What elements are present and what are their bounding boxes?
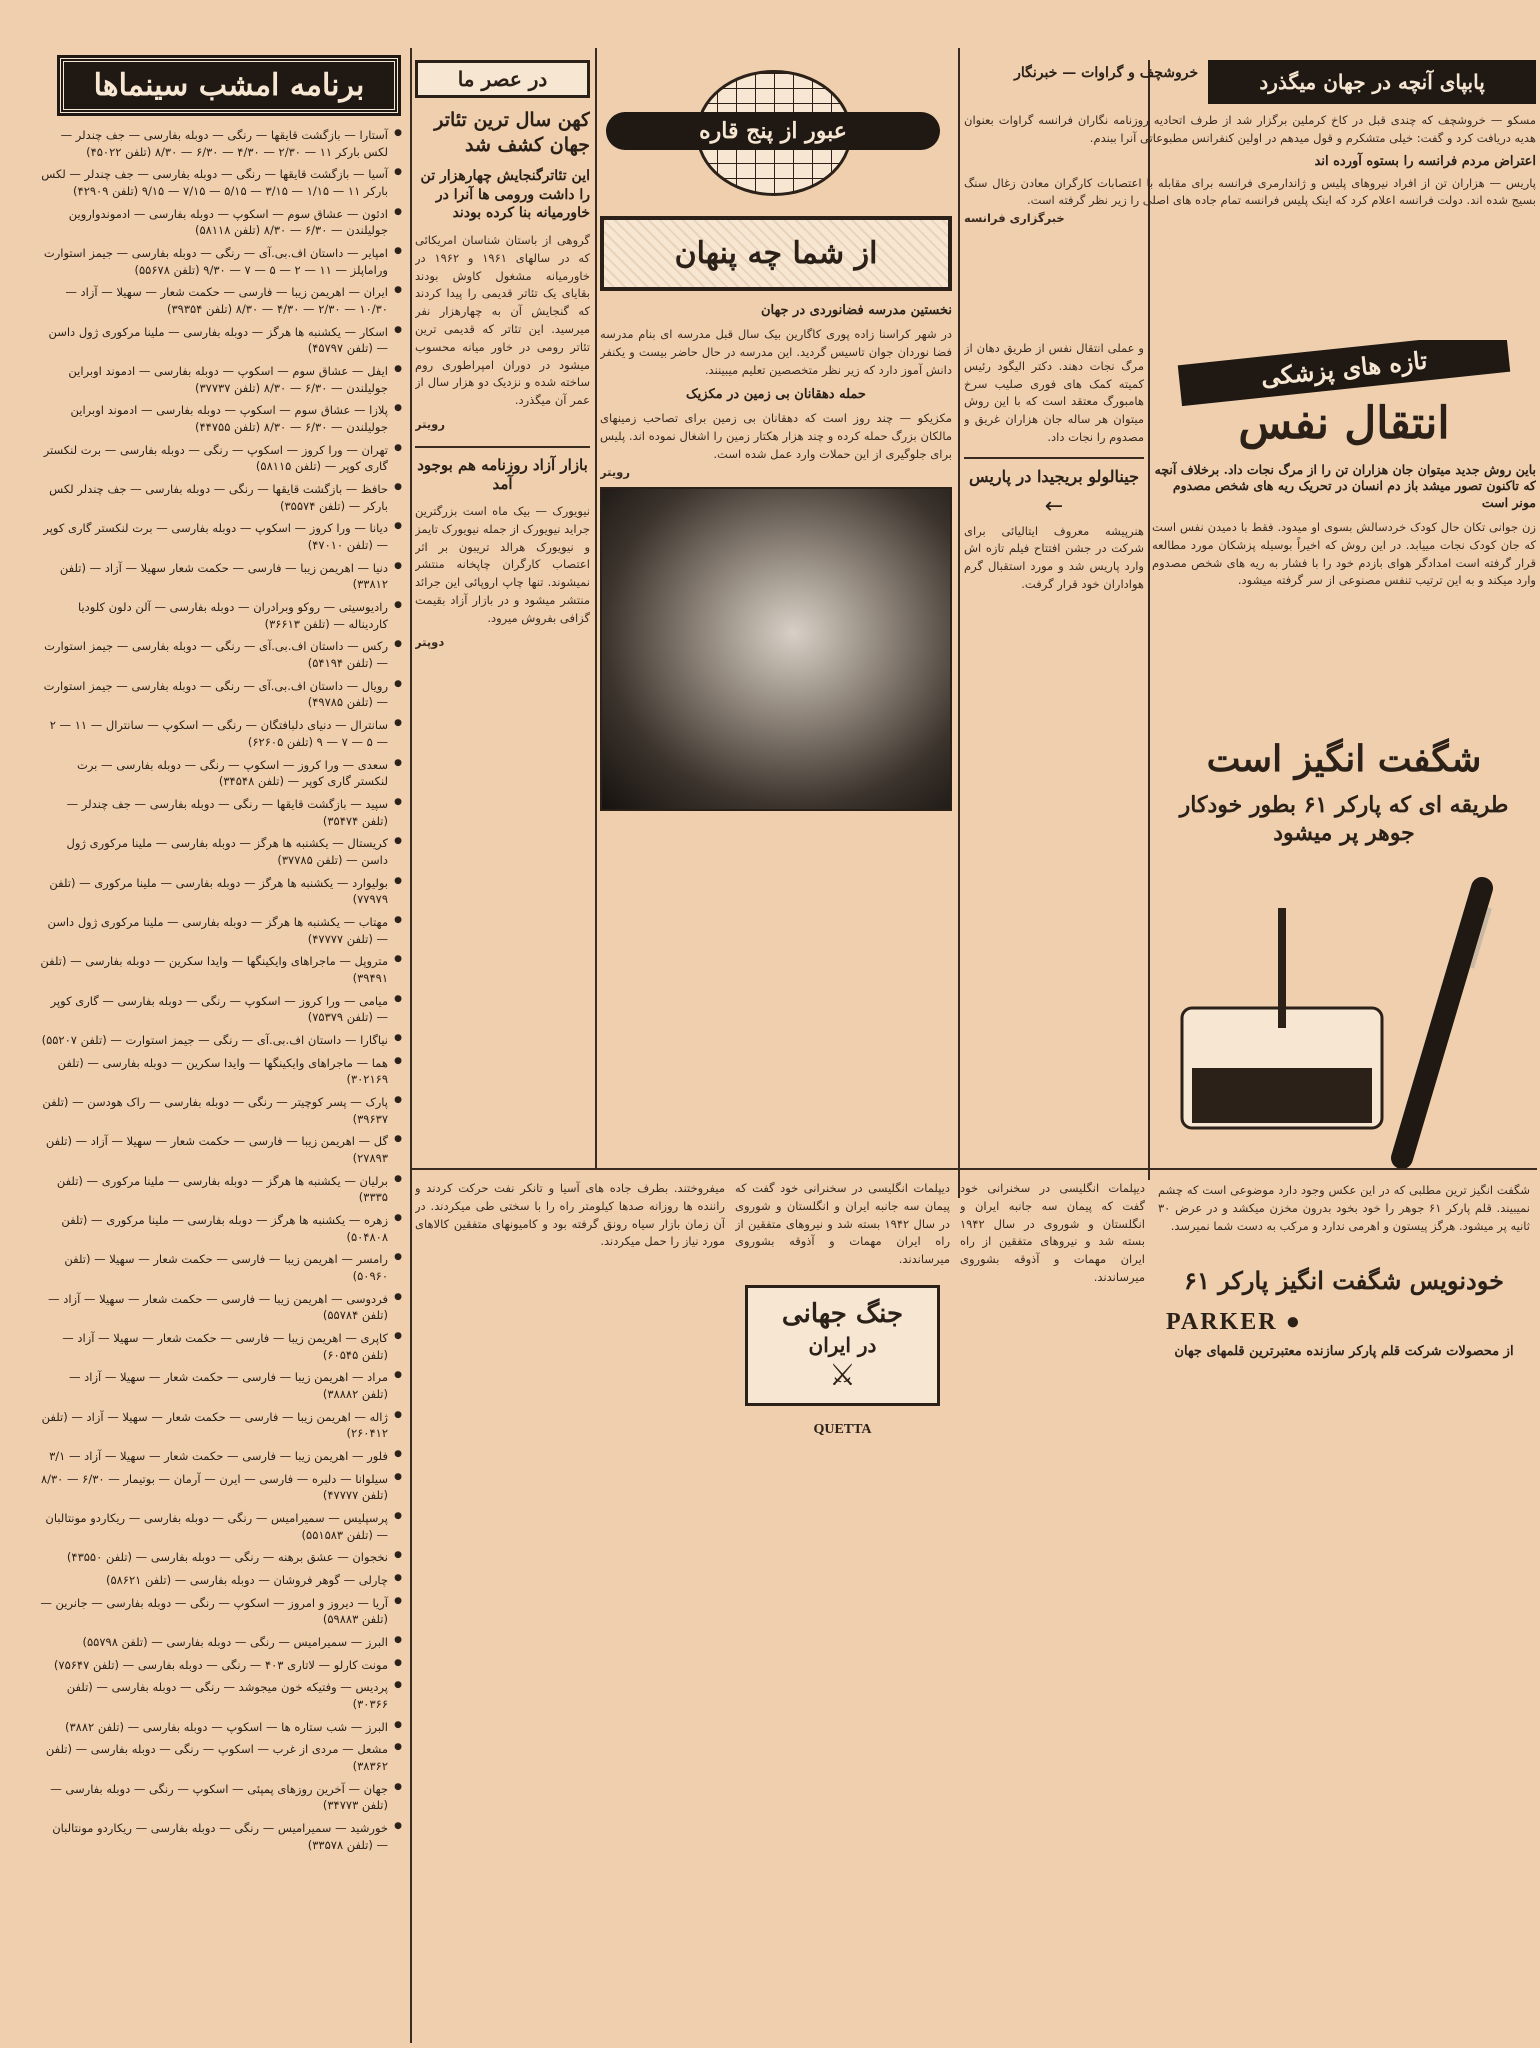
world-s2-byline: رویتر [600,464,630,479]
france-body: پاریس — هزاران تن از افراد نیروهای پلیس و ژاندارمری فرانسه برای مقابله با اعتصابات کارگران معادن زغال سنگ بسیج شده اند. دولت فرانسه اعلام کرد که اینک پلیس فرانسه تمام جاده های اصلی را زیر نظر گرفته است. [964,175,1536,208]
cinema-listing: ● بولیوارد — یکشنبه ها هرگز — دوبله بفارسی — ملینا مرکوری — (تلفن ۷۷۹۷۹) [40,875,402,908]
medical-section [1152,340,1536,720]
parker-tagline: طریقه ای که پارکر ۶۱ بطور خودکار جوهر پر میشود [1179,791,1509,847]
cinema-listing: ● رامسر — اهریمن زیبا — فارسی — حکمت شعار — سهیلا — (تلفن ۵۰۹۶۰) [40,1251,402,1284]
cinema-listing: ● دیانا — ورا کروز — اسکوپ — دوبله بفارسی — برت لنکستر گاری کوپر — (تلفن ۴۷۰۱۰) [40,520,402,553]
cinema-header: برنامه امشب سینماها [60,58,398,113]
ink-level [1192,1068,1372,1123]
cinema-listing: ● فردوسی — اهریمن زیبا — فارسی — حکمت شعار — سهیلا — آزاد — (تلفن ۵۵۷۸۴) [40,1291,402,1324]
cinema-listing: ● مونت کارلو — لاتاری ۴۰۳ — رنگی — دوبله بفارسی — (تلفن ۷۵۶۴۷) [40,1657,402,1674]
medical-side-text: و عملی انتقال نفس از طریق دهان از مرگ نجات دهند. دکتر الیگود رئیس کمیته کمک های فوری صلیب سرخ هامبورگ معتقد است که با این روش میتوان هر ساله جان هزاران غریق و مصدوم را نجات داد. [964,341,1144,445]
history-body: گروهی از باستان شناسان امریکائی که در سالهای ۱۹۶۱ و ۱۹۶۲ در خاورمیانه مشغول کاوش بودند بقایای یک تئاتر قدیمی را پیدا کردند که گنجایش آن به چهارهزار نفر میرسید. این تئاتر که قدیمی ترین تئاتر رومی در خاور میانه محسوب میشود در دوران امپراطوری روم ساخته شده و نزدیک دو هزار سال از عمر آن میگذرد. [415,232,590,408]
cinema-listing: ● خورشید — سمیرامیس — رنگی — دوبله بفارسی — ریکاردو مونتالبان — (تلفن ۳۳۵۷۸) [40,1820,402,1853]
medical-dek: باین روش جدید میتوان جان هزاران تن را از مرگ نجات داد. برخلاف آنچه که تاکنون تصور میشد باز دم انسان در تحریک ریه های شخص مصدوم مونر است [1154,462,1536,510]
cinema-listing: ● پلازا — عشاق سوم — اسکوپ — دوبله بفارسی — ادموند اوبراین جولیلندن — ۶/۳۰ — ۸/۳۰ (تلفن ۴۴۷۵۵) [40,402,402,435]
world-s3-title: جینالولو بریجیدا در پاریس [969,466,1139,486]
soldier-icon: ⚔ [829,1357,856,1393]
cinema-listing: ● البرز — سمیرامیس — رنگی — دوبله بفارسی — (تلفن ۵۵۷۹۸) [40,1634,402,1651]
world-s2-title: حمله دهقانان بی زمین در مکزیک [686,387,866,403]
cinema-listing: ● آستارا — بازگشت قایقها — رنگی — دوبله بفارسی — جف چندلر — لکس بارکر ۱۱ — ۲/۳۰ — ۴/۳۰ — ۶/۳۰ — ۸/۳۰ (تلفن ۴۵۰۲۲) [40,127,402,160]
medical-body: زن جوانی تکان حال کودک خردسالش بسوی او میدود. فقط با دمیدن نفس است که جان کودک نجات مییابد. در این روش که اخیراً بوسیله پزشکان مورد مطالعه قرار گرفته است امدادگر هوای بازدم خود را با فشار به ریه های شخص مصدوم وارد میکند و به این ترتیب تنفس مصنوعی از سر گرفته میشود. [1152,519,1536,588]
cinema-listing: ● دنیا — اهریمن زیبا — فارسی — حکمت شعار سهیلا — آزاد — (تلفن ۳۳۸۱۲) [40,560,402,593]
france-title: اعتراض مردم فرانسه را بستوه آورده اند [1314,153,1536,169]
worldwar-body-left [415,1180,725,2040]
worldwar-title-2: در ایران [808,1332,877,1357]
cinema-listing: ● پردیس — وفتیکه خون میجوشد — رنگی — دوبله بفارسی — (تلفن ۳۰۳۶۶) [40,1679,402,1712]
parker-brand [1152,1309,1536,1336]
worldwar-center [735,1180,950,2040]
cinema-listing: ● رادیوسیتی — روکو وبرادران — دوبله بفارسی — آلن دلون کلودیا کاردیناله — (تلفن ۳۶۶۱۳) [40,599,402,632]
parker-body: شگفت انگیز ترین مطلبی که در این عکس وجود دارد موضوعی است که چشم نمیبیند. قلم پارکر ۶۱ جوهر را خود بخود بدرون مخزن میکشد و در عرض ۳۰ ثانیه پر میشود. هرگز پیستون و اهرمی ندارد و مرکب به دست شما نمیرسد. [1158,1182,1530,1233]
cinema-listing: ● آریا — دیروز و امروز — اسکوپ — رنگی — دوبله بفارسی — جانرین — (تلفن ۵۹۸۸۳) [40,1595,402,1628]
parker-brand-text: PARKER [1166,1308,1278,1335]
world-box-title: از شما چه پنهان [600,216,952,291]
world-column [600,60,952,1165]
cinema-listing: ● رویال — داستان اف.بی.آی — رنگی — دوبله بفارسی — جیمز استوارت — (تلفن ۴۹۷۸۵) [40,678,402,711]
world-header [600,60,952,210]
history-badge: در عصر ما [415,60,590,98]
cinema-listing: ● نیاگارا — داستان اف.بی.آی — رنگی — جیمز استوارت — (تلفن ۵۵۲۰۷) [40,1032,402,1049]
cinema-listing: ● البرز — شب ستاره ها — اسکوپ — دوبله بفارسی — (تلفن ۳۸۸۲) [40,1719,402,1736]
worldwar-title-1: جنگ جهانی [781,1299,904,1330]
cinema-listing: ● چارلی — گوهر فروشان — دوبله بفارسی — (تلفن ۵۸۶۲۱) [40,1572,402,1589]
cinema-listing: ● برلیان — یکشنبه ها هرگز — دوبله بفارسی — ملینا مرکوری — (تلفن ۳۳۳۵) [40,1173,402,1206]
cinema-listing: ● زهره — یکشنبه ها هرگز — دوبله بفارسی — ملینا مرکوری — (تلفن ۵۰۴۸۰۸) [40,1212,402,1245]
parker-pen-icon [1402,888,1482,1158]
cinema-listing: ● تهران — ورا کروز — اسکوپ — رنگی — دوبله بفارسی — برت لنکستر گاری کوپر — (تلفن ۵۸۱۱۵) [40,442,402,475]
cinema-listing: ● میامی — ورا کروز — اسکوپ — رنگی — دوبله بفارسی — گاری کوپر — (تلفن ۷۵۳۷۹) [40,993,402,1026]
cinema-listing: ● آسیا — بازگشت قایقها — رنگی — دوبله بفارسی — جف چندلر — لکس بارکر ۱۱ — ۱/۱۵ — ۳/۱۵ — ۵/۱۵ — ۷/۱۵ — ۹/۱۵ (تلفن ۴۲۹۰۹) [40,166,402,199]
cinema-listing: ● ایفل — عشاق سوم — اسکوپ — دوبله بفارسی — ادموند اوبراین جولیلندن — ۶/۳۰ — ۸/۳۰ (تلفن ۳۷۷۳۷) [40,363,402,396]
market-body: نیویورک — بیک ماه است بزرگترین جراید نیویورک از جمله نیویورک تایمز و نیویورک هرالد تریبون بر اثر اعتصاب کارگران چاپخانه منتشر نمیشوند. تنها چاپ اروپائی این جرائد منتشر میشود و در بازار آزاد بقیمت گزافی بفروش میرود. [415,503,590,625]
france-subhead: خروشچف و گراوات — خبرنگار [1014,65,1199,81]
world-s2-body: مکزیکو — چند روز است که دهقانان بی زمین برای تصاحب زمینهای مالکان بزرگ حمله کرده و چند هزار هکتار زمین را اشغال نموده اند. پلیس برای جلوگیری از این حملات وارد عمل شده است. [600,411,952,461]
cinema-listing: ● هما — ماجراهای وایکینگها — وایدا سکرین — دوبله بفارسی — (تلفن ۳۰۲۱۶۹) [40,1055,402,1088]
market-byline: دوپتر [415,634,445,649]
market-title: بازار آزاد روزنامه هم بوجود آمد [417,455,588,494]
parker-footer: از محصولات شرکت قلم پارکر سازنده معتبرترین قلمهای جهان [1174,1343,1514,1359]
cinema-listing: ● مشعل — مردی از غرب — اسکوپ — رنگی — دوبله بفارسی — (تلفن ۳۸۳۶۲) [40,1741,402,1774]
quetta-label: QUETTA [813,1421,872,1437]
world-s1-title: نخستین مدرسه فضانوردی در جهان [760,303,952,318]
arrow-icon: ← [1044,493,1064,519]
cinema-listing: ● مراد — اهریمن زیبا — فارسی — حکمت شعار — سهیلا — آزاد — (تلفن ۳۸۸۸۲) [40,1369,402,1402]
cinema-listing: ● جهان — آخرین روزهای پمپئی — اسکوپ — رنگی — دوبله بفارسی — (تلفن ۳۴۷۷۳) [40,1781,402,1814]
cinema-listing: ● کریستال — یکشنبه ها هرگز — دوبله بفارسی — ملینا مرکوری ژول داسن — (تلفن ۳۷۷۸۵) [40,835,402,868]
cinema-listing: ● گل — اهریمن زیبا — فارسی — حکمت شعار — سهیلا — آزاد — (تلفن ۲۷۸۹۳) [40,1133,402,1166]
cinema-column [40,50,402,2035]
gina-divider [964,457,1144,459]
cinema-listing: ● ادئون — عشاق سوم — اسکوپ — دوبله بفارسی — ادموندواروین جولیلندن — ۶/۳۰ — ۸/۳۰ (تلفن ۵۸۱۱۸) [40,206,402,239]
france-column [964,60,1536,330]
cinema-listing: ● فلور — اهریمن زیبا — فارسی — حکمت شعار — سهیلا — آزاد — ۳/۱ [40,1448,402,1465]
history-title: کهن سال ترین تئاتر جهان کشف شد [434,109,590,156]
worldwar-body-a: دیپلمات انگلیسی در سخنرانی خود گفت که پیمان سه جانبه ایران و انگلستان و شوروی در سال ۱۹۴۲ بسته شد و نیروهای متفقین از راه ایران مهمات و آذوقه بشوروی میرساندند. [735,1181,950,1267]
history-byline: رویتر [415,417,445,432]
france-header-row [964,60,1536,104]
cinema-listing: ● مهتاب — یکشنبه ها هرگز — دوبله بفارسی — ملینا مرکوری ژول داسن — (تلفن ۴۷۷۷۷) [40,914,402,947]
worldwar-right [960,1180,1145,2040]
cinema-listing: ● نخجوان — عشق برهنه — رنگی — دوبله بفارسی — (تلفن ۴۳۵۵۰) [40,1549,402,1566]
couple-photo [600,487,952,811]
cinema-listing: ● متروپل — ماجراهای وایکینگها — وایدا سکرین — دوبله بفارسی — (تلفن ۳۹۴۹۱) [40,953,402,986]
cinema-listing: ● سانترال — دنیای دلبافتگان — رنگی — اسکوپ — سانترال — ۱۱ — ۲ — ۵ — ۷ — ۹ (تلفن ۶۲۶۰۵) [40,717,402,750]
medical-title: انتقال نفس [1238,398,1450,449]
cinema-listing: ● سپید — بازگشت قایقها — رنگی — دوبله بفارسی — جف چندلر — (تلفن ۳۵۴۷۴) [40,796,402,829]
cinema-listing: ● حافظ — بازگشت قایقها — رنگی — دوبله بفارسی — جف چندلر لکس بارکر — (تلفن ۳۵۵۷۴) [40,481,402,514]
pen-and-inkwell-illustration [1152,868,1536,1168]
cinema-listing: ● پرسپلیس — سمیرامیس — رنگی — دوبله بفارسی — ریکاردو مونتالبان — (تلفن ۵۵۱۵۸۳) [40,1510,402,1543]
cinema-listing: ● رکس — داستان اف.بی.آی — رنگی — دوبله بفارسی — جیمز استوارت — (تلفن ۵۴۱۹۴) [40,638,402,671]
cinema-listing: ● اسکار — یکشنبه ها هرگز — دوبله بفارسی — ملینا مرکوری ژول داسن — (تلفن ۴۵۷۹۷) [40,324,402,357]
france-byline: خبرگزاری فرانسه [964,211,1065,226]
world-title: عبور از پنج قاره [606,112,940,150]
history-divider [415,446,590,448]
worldwar-badge [745,1285,940,1406]
france-intro: مسکو — خروشچف که چندی قبل در کاخ کرملین برگزار شد از طرف اتحادیه روزنامه نگاران فرانسه گراوات بعنوان هدیه دریافت کرد و گفت: خیلی متشکرم و قول میدهم در اولین کنفرانس مطبوعاتی آنرا ببندم. [964,113,1536,145]
cinema-listing: ● ایران — اهریمن زیبا — فارسی — حکمت شعار — سهیلا — آزاد — ۱۰/۳۰ — ۲/۳۰ — ۴/۳۰ — ۸/۳۰ (تلفن ۳۹۳۵۴) [40,284,402,317]
medical-side-column [964,340,1144,1170]
world-s3-body: هنرپیشه معروف ایتالیائی برای شرکت در جشن افتتاح فیلم تازه اش وارد پاریس شد و مورد استقبال گرم هواداران خود قرار گرفت. [964,523,1144,592]
cinema-listing: ● سیلوانا — دلبره — فارسی — ایرن — آرمان — بوتیمار — ۶/۳۰ — ۸/۳۰ (تلفن ۴۷۷۷۷) [40,1471,402,1504]
parker-ad [1152,730,1536,2040]
cinema-listing: ● سعدی — ورا کروز — اسکوپ — رنگی — دوبله بفارسی — برت لنکستر گاری کوپر — (تلفن ۳۴۵۴۸) [40,757,402,790]
worldwar-body-b: میفروختند. بطرف جاده های آسیا و تانکر نفت حرکت کردند و راننده ها روزانه صدها کیلومتر راه را با سختی طی میکردند. در آن زمان بازار سیاه رونق گرفته بود و کامیونهای متفقین کالاهای مورد نیاز را حمل میکردند. [415,1181,725,1249]
cinema-listing: ● پارک — پسر کوچیتر — رنگی — دوبله بفارسی — راک هودسن — (تلفن ۳۹۶۳۷) [40,1094,402,1127]
world-s1-body: در شهر کراسنا زاده پوری کاگارین بیک سال قبل مدرسه ای بنام مدرسه فضا نوردان جوان تاسیس گردید. این مدرسه در حال حاضر بیست و یکنفر دانش آموز دارد که زیر نظر متخصصین تعلیم میبینند. [600,326,952,377]
column-rule-left [410,48,412,2043]
column-rule-mid [595,48,597,1168]
medical-ribbon: تازه های پزشکی [1178,340,1510,406]
column-rule-right [958,48,960,1198]
cinema-listing: ● کاپری — اهریمن زیبا — فارسی — حکمت شعار — سهیلا — آزاد — (تلفن ۶۰۵۴۵) [40,1330,402,1363]
cinema-listing: ● ژاله — اهریمن زیبا — فارسی — حکمت شعار — سهیلا — آزاد — (تلفن ۲۶۰۴۱۲) [40,1409,402,1442]
history-column [415,60,590,1160]
parker-logo-icon: ● [1277,1308,1303,1335]
parker-slogan: خودنویس شگفت انگیز پارکر ۶۱ [1184,1266,1504,1296]
cinema-listings [40,127,402,1853]
france-header: پابپای آنچه در جهان میگذرد [1208,60,1536,104]
history-dek: این تئاترگنجایش چهارهزار تن را داشت ورومی ها آنرا در خاورمیانه بنا کرده بودند [420,168,590,221]
parker-headline: شگفت انگیز است [1206,738,1482,780]
cinema-listing: ● امپایر — داستان اف.بی.آی — رنگی — دوبله بفارسی — جیمز استوارت وراماپلز — ۱۱ — ۲ — ۵ — ۷ — ۹/۳۰ (تلفن ۵۵۶۷۸) [40,245,402,278]
worldwar-body-a-cont: دیپلمات انگلیسی در سخنرانی خود گفت که پیمان سه جانبه ایران و انگلستان و شوروی در سال ۱۹۴۲ بسته شد و نیروهای متفقین از راه ایران مهمات و آذوقه بشوروی میرساندند. [960,1181,1145,1285]
